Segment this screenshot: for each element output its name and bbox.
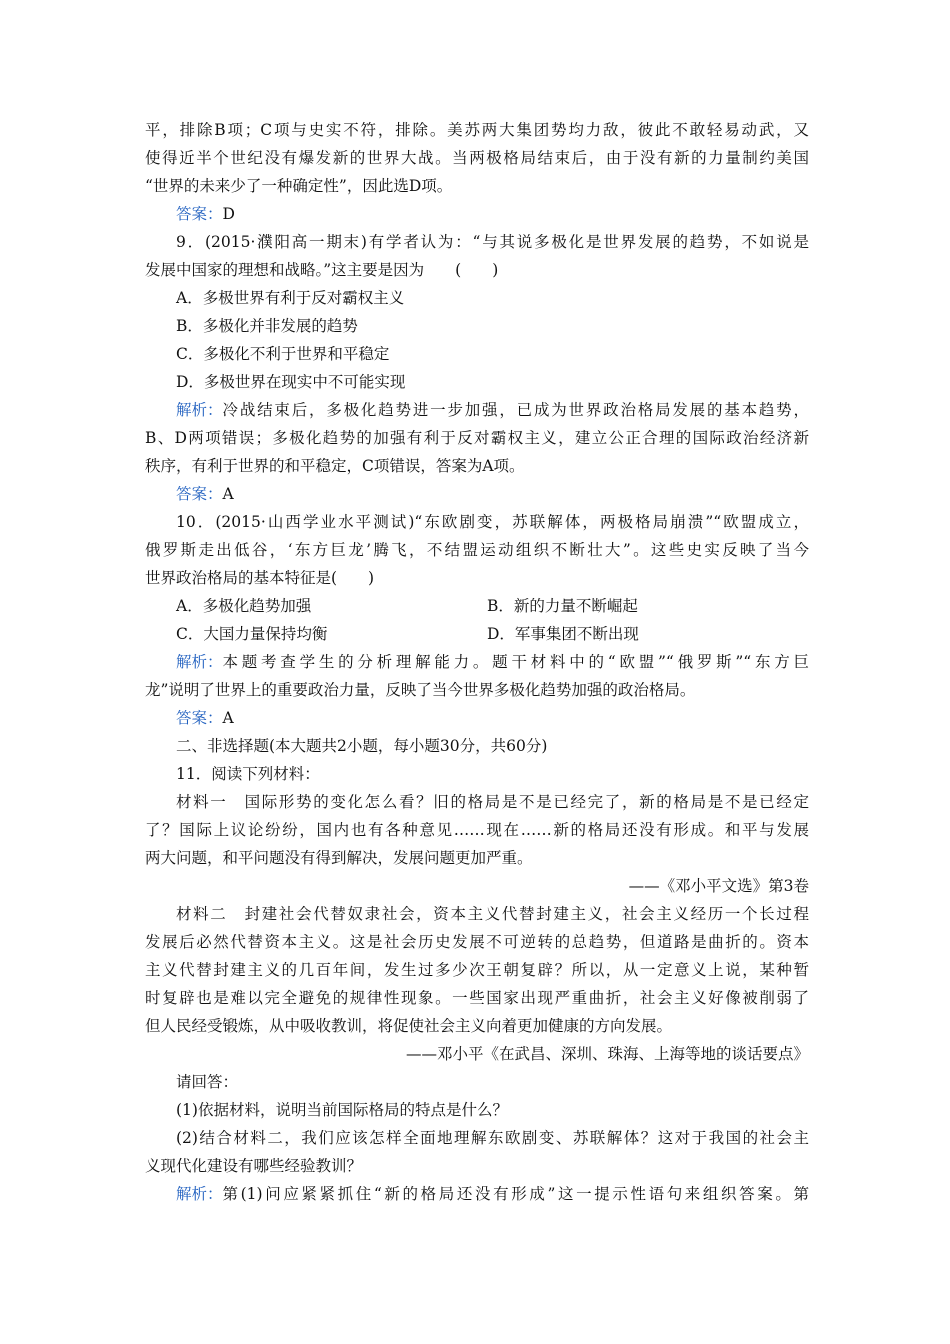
explanation-text: 秩序，有利于世界的和平稳定，C项错误，答案为A项。 <box>145 457 525 475</box>
prompt-heading: 请回答： <box>176 1073 239 1091</box>
explanation-text: B、D两项错误；多极化趋势的加强有利于反对霸权主义，建立公正合理的国际政治经济新 <box>145 429 809 447</box>
explanation-text: 龙”说明了世界上的重要政治力量，反映了当今世界多极化趋势加强的政治格局。 <box>145 681 696 699</box>
option-a: A．多极世界有利于反对霸权主义 <box>176 289 405 307</box>
material-one-source: ——《邓小平文选》第3卷 <box>628 877 809 895</box>
option-c: C．大国力量保持均衡 <box>176 625 328 643</box>
text-line: 平，排除B项；C项与史实不符，排除。美苏两大集团势均力敌，彼此不敢轻易动武，又 <box>145 121 809 139</box>
section-heading: 二、非选择题(本大题共2小题，每小题30分，共60分) <box>176 737 548 755</box>
material-two: 但人民经受锻炼，从中吸收教训，将促使社会主义向着更加健康的方向发展。 <box>145 1017 673 1035</box>
material-one: 了？国际上议论纷纷，国内也有各种意见……现在……新的格局还没有形成。和平与发展 <box>145 821 809 839</box>
explanation-label: 解析： <box>176 1185 223 1203</box>
option-d: D．军事集团不断出现 <box>487 625 639 643</box>
answer-value: D <box>222 205 235 223</box>
answer-10 <box>176 708 840 728</box>
sub-question-2: (2)结合材料二，我们应该怎样全面地理解东欧剧变、苏联解体？这对于我国的社会主 <box>176 1129 809 1147</box>
answer-label: 答案： <box>176 485 223 503</box>
explanation-text: 第(1)问应紧紧抓住“新的格局还没有形成”这一提示性语句来组织答案。第 <box>222 1185 809 1203</box>
question-9-stem: 发展中国家的理想和战略。”这主要是因为 ( ) <box>145 261 499 279</box>
explanation-label: 解析： <box>176 401 223 419</box>
sub-question-2: 义现代化建设有哪些经验教训？ <box>145 1157 363 1175</box>
option-a: A．多极化趋势加强 <box>176 597 312 615</box>
answer-value: A <box>222 485 234 503</box>
material-two: 发展后必然代替资本主义。这是社会历史发展不可逆转的总趋势，但道路是曲折的。资本 <box>145 933 809 951</box>
question-9-stem: 9．(2015·濮阳高一期末)有学者认为：“与其说多极化是世界发展的趋势，不如说是 <box>176 233 809 251</box>
text-line: “世界的未来少了一种确定性”，因此选D项。 <box>145 177 453 195</box>
explanation-9 <box>176 400 809 420</box>
material-two: 主义代替封建主义的几百年间，发生过多少次王朝复辟？所以，从一定意义上说，某种暂 <box>145 961 809 979</box>
material-one: 材料一 国际形势的变化怎么看？旧的格局是不是已经完了，新的格局是不是已经定 <box>176 793 809 811</box>
answer-9 <box>176 484 840 504</box>
question-10-stem: 世界政治格局的基本特征是( ) <box>145 569 375 587</box>
answer-label: 答案： <box>176 709 223 727</box>
option-c: C．多极化不利于世界和平稳定 <box>176 345 390 363</box>
question-11-stem: 11．阅读下列材料： <box>176 765 320 783</box>
explanation-text: 本题考查学生的分析理解能力。题干材料中的“欧盟”“俄罗斯”“东方巨 <box>222 653 809 671</box>
answer-8 <box>176 204 840 224</box>
material-one: 两大问题，和平问题没有得到解决，发展问题更加严重。 <box>145 849 533 867</box>
option-b: B．多极化并非发展的趋势 <box>176 317 358 335</box>
question-10-stem: 10．(2015·山西学业水平测试)“东欧剧变，苏联解体，两极格局崩溃”“欧盟成立， <box>176 513 809 531</box>
sub-question-1: (1)依据材料，说明当前国际格局的特点是什么？ <box>176 1101 508 1119</box>
answer-label: 答案： <box>176 205 223 223</box>
answer-value: A <box>222 709 234 727</box>
material-two-source: ——邓小平《在武昌、深圳、珠海、上海等地的谈话要点》 <box>405 1045 809 1063</box>
material-two: 时复辟也是难以完全避免的规律性现象。一些国家出现严重曲折，社会主义好像被削弱了 <box>145 989 809 1007</box>
material-two: 材料二 封建社会代替奴隶社会，资本主义代替封建主义，社会主义经历一个长过程 <box>176 905 809 923</box>
explanation-11 <box>176 1184 809 1204</box>
text-line: 使得近半个世纪没有爆发新的世界大战。当两极格局结束后，由于没有新的力量制约美国 <box>145 149 809 167</box>
explanation-text: 冷战结束后，多极化趋势进一步加强，已成为世界政治格局发展的基本趋势， <box>222 401 809 419</box>
explanation-10 <box>176 652 809 672</box>
option-b: B．新的力量不断崛起 <box>487 597 638 615</box>
explanation-label: 解析： <box>176 653 223 671</box>
option-d: D．多极世界在现实中不可能实现 <box>176 373 406 391</box>
question-10-stem: 俄罗斯走出低谷，‘东方巨龙’腾飞，不结盟运动组织不断壮大”。这些史实反映了当今 <box>145 541 809 559</box>
